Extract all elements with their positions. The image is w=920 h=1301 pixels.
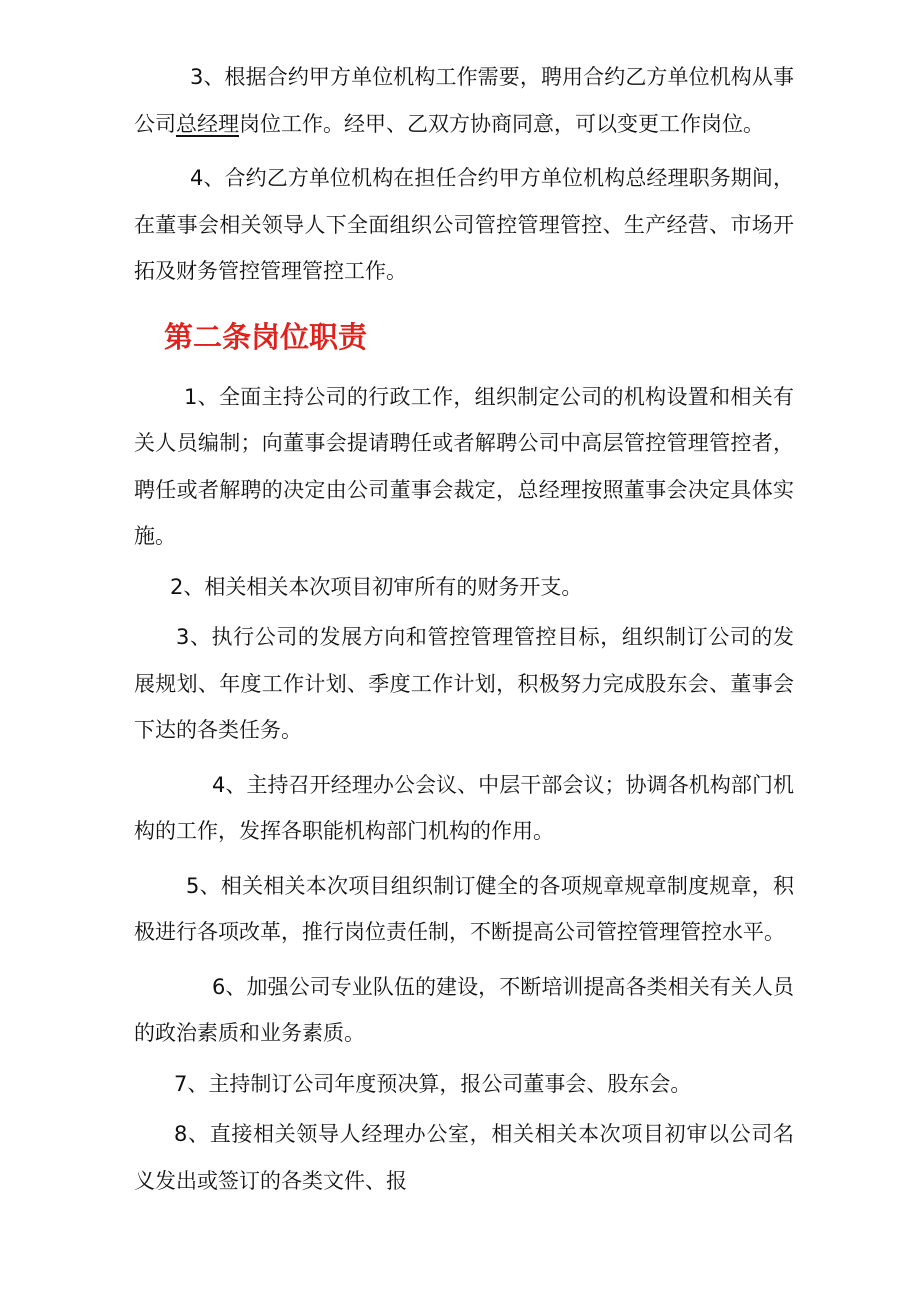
paragraph-4: 4、合约乙方单位机构在担任合约甲方单位机构总经理职务期间，在董事会相关领导人下全面组织公司管控管理管控、生产经营、市场开拓及财务管控管理管控工作。 [134, 166, 794, 283]
duty-item-5: 5、相关相关本次项目组织制订健全的各项规章规章制度规章，积极进行各项改革，推行岗位责任制，不断提高公司管控管理管控水平。 [134, 873, 794, 944]
duty-item-6: 6、加强公司专业队伍的建设，不断培训提高各类相关有关人员的政治素质和业务素质。 [134, 974, 794, 1045]
document-page [134, 54, 794, 1204]
duty-item-2: 2、相关相关本次项目初审所有的财务开支。 [170, 574, 583, 599]
paragraph-3 [134, 54, 794, 147]
duty-item-7: 7、主持制订公司年度预决算，报公司董事会、股东会。 [174, 1071, 692, 1096]
paragraph-3-text-a: 3、根据合约甲方单位机构工作需要，聘用合约乙方单位机构从事公司 [134, 65, 794, 136]
duty-item-3: 3、执行公司的发展方向和管控管理管控目标，组织制订公司的发展规划、年度工作计划、季度工作计划，积极努力完成股东会、董事会下达的各类任务。 [134, 625, 794, 742]
duty-item-8: 8、直接相关领导人经理办公室，相关相关本次项目初审以公司名义发出或签订的各类文件、报 [134, 1122, 794, 1193]
duty-item-4: 4、主持召开经理办公会议、中层干部会议；协调各机构部门机构的工作，发挥各职能机构部门机构的作用。 [134, 772, 794, 843]
underlined-general-manager: 总经理 [176, 111, 239, 136]
section-heading: 第二条岗位职责 [164, 319, 368, 354]
paragraph-3-text-b: 岗位工作。经甲、乙双方协商同意，可以变更工作岗位。 [239, 111, 764, 136]
duty-item-1: 1、全面主持公司的行政工作，组织制定公司的机构设置和相关有关人员编制；向董事会提请聘任或者解聘公司中高层管控管理管控者，聘任或者解聘的决定由公司董事会裁定，总经理按照董事会决定具体实施。 [134, 384, 794, 548]
